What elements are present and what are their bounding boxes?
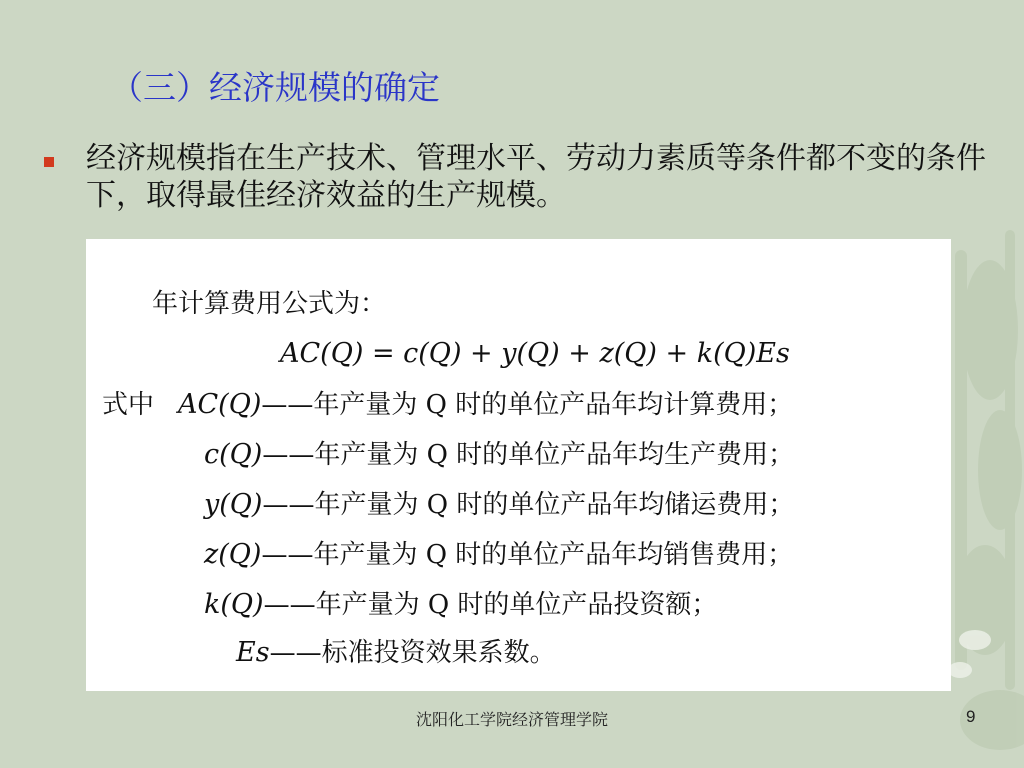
definition-text: ——标准投资效果系数。 xyxy=(269,638,556,668)
where-label: 式中 xyxy=(102,390,155,420)
definition-symbol: z(Q) xyxy=(204,539,262,570)
definition-row xyxy=(236,632,556,669)
definition-symbol: k(Q) xyxy=(204,589,264,620)
definition-row xyxy=(204,534,793,571)
definition-row xyxy=(204,484,794,521)
slide-title: （三）经济规模的确定 xyxy=(110,68,440,107)
definition-text: ——年产量为 Q 时的单位产品投资额； xyxy=(263,590,718,620)
definition-row xyxy=(204,584,717,621)
definition-symbol: Es xyxy=(236,637,270,668)
formula: AC(Q) = c(Q) + y(Q) + z(Q) + k(Q)Es xyxy=(280,338,790,369)
bullet-text: 经济规模指在生产技术、管理水平、劳动力素质等条件都不变的条件下，取得最佳经济效益的生产规模。 xyxy=(86,141,986,213)
formula-panel xyxy=(86,239,951,691)
definition-text: ——年产量为 Q 时的单位产品年均计算费用； xyxy=(261,390,794,420)
definition-symbol: y(Q) xyxy=(204,489,263,520)
definition-row xyxy=(204,434,794,471)
definition-text: ——年产量为 Q 时的单位产品年均生产费用； xyxy=(262,440,795,470)
definition-text: ——年产量为 Q 时的单位产品年均销售费用； xyxy=(261,540,794,570)
definition-text: ——年产量为 Q 时的单位产品年均储运费用； xyxy=(262,490,795,520)
definition-row xyxy=(178,384,793,421)
formula-intro: 年计算费用公式为： xyxy=(152,289,387,319)
bullet-square-icon xyxy=(44,157,54,167)
footer-institution: 沈阳化工学院经济管理学院 xyxy=(415,710,608,729)
definition-symbol: c(Q) xyxy=(204,439,263,470)
definition-symbol: AC(Q) xyxy=(178,389,262,420)
page-number: 9 xyxy=(966,707,976,726)
